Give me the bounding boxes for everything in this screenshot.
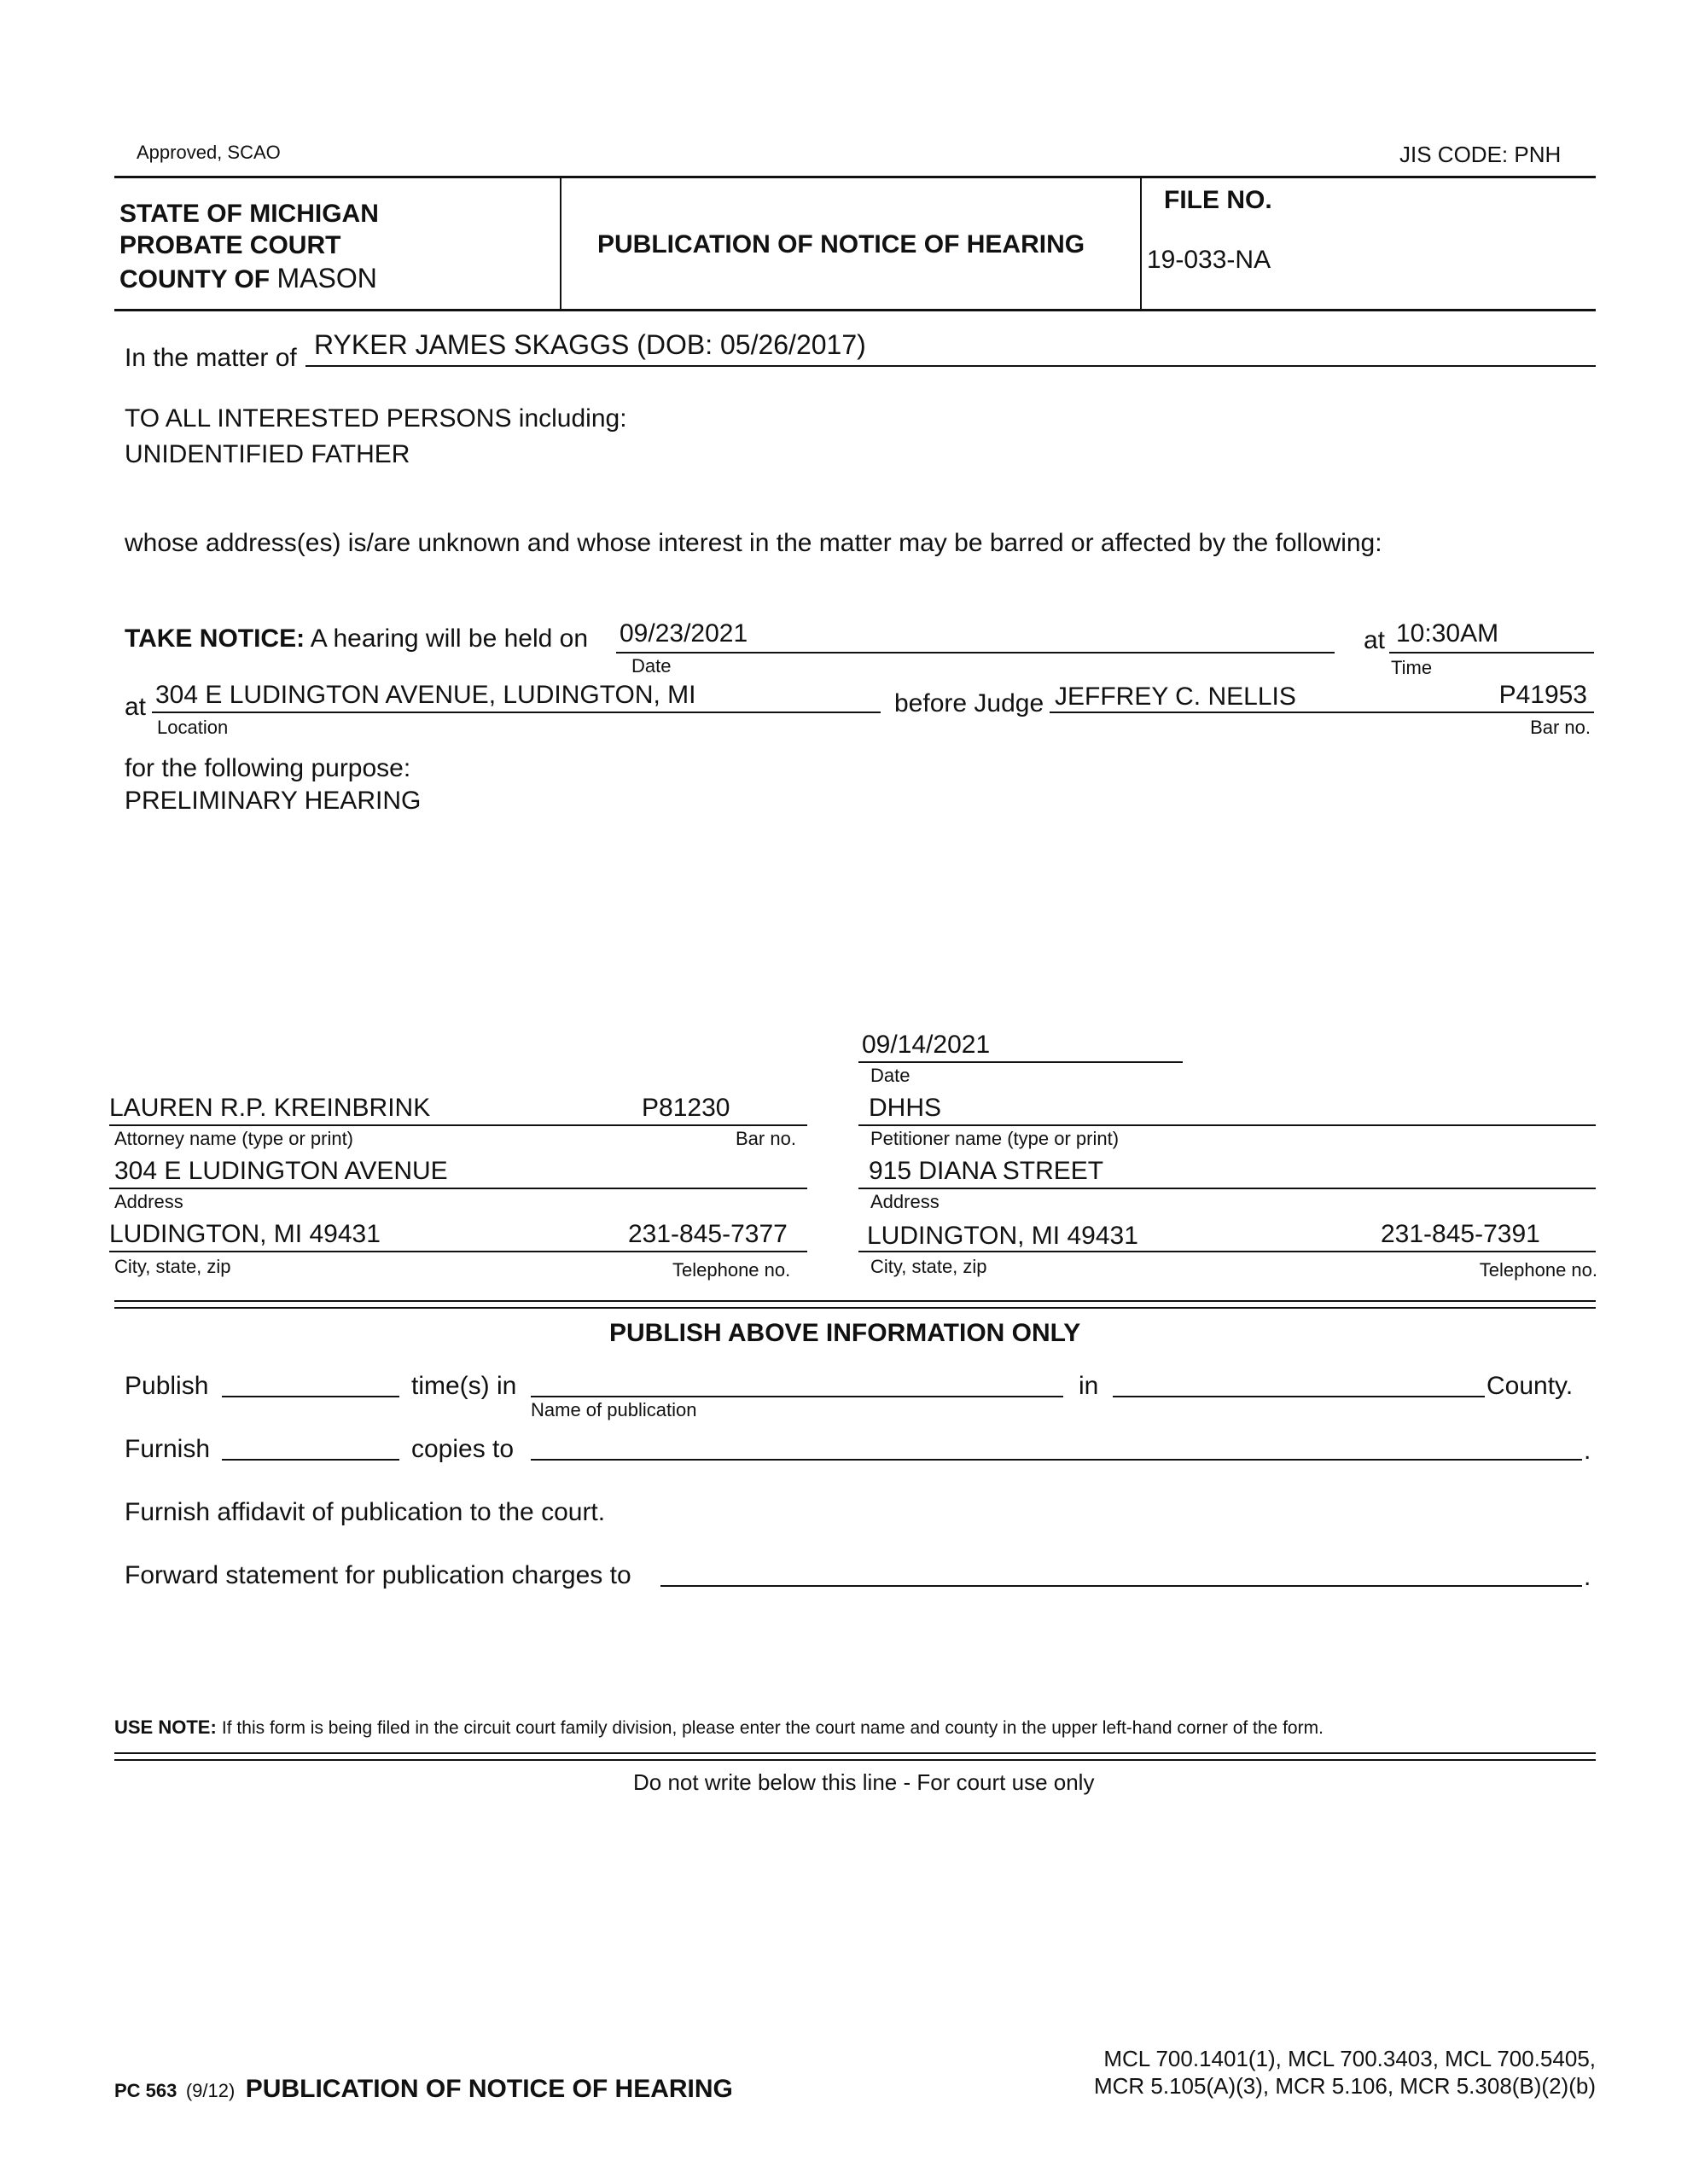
footer-form-id (114, 2075, 733, 2104)
footer-revision: (9/12) (185, 2080, 236, 2101)
publish-times-blank (222, 1396, 399, 1397)
publication-name-blank (531, 1396, 1063, 1397)
footer-citations-2: MCR 5.105(A)(3), MCR 5.106, MCR 5.308(B)(2)(b) (1093, 2073, 1596, 2099)
form-title: PUBLICATION OF NOTICE OF HEARING (597, 230, 1085, 258)
petitioner-name-underline (858, 1124, 1596, 1126)
purpose-value: PRELIMINARY HEARING (125, 787, 422, 815)
header-divider-right (1140, 176, 1142, 309)
at-time-label: at (1364, 626, 1386, 654)
copies-to-period: . (1584, 1437, 1591, 1465)
hearing-location-underline (152, 712, 881, 713)
at-location-label: at (125, 693, 147, 721)
attorney-name: LAUREN R.P. KREINBRINK (109, 1094, 431, 1122)
footer-citations-1: MCL 700.1401(1), MCL 700.3403, MCL 700.5405, (1103, 2046, 1596, 2071)
judge-name: JEFFREY C. NELLIS (1055, 682, 1296, 711)
petitioner-address-underline (858, 1188, 1596, 1189)
attorney-name-label: Attorney name (type or print) (114, 1128, 354, 1149)
attorney-city: LUDINGTON, MI 49431 (109, 1220, 381, 1248)
interested-persons: UNIDENTIFIED FATHER (125, 440, 410, 468)
forward-period: . (1584, 1563, 1591, 1591)
attorney-address: 304 E LUDINGTON AVENUE (114, 1157, 448, 1185)
attorney-name-underline (109, 1124, 807, 1126)
judge-bar-label: Bar no. (1530, 717, 1591, 738)
matter-underline (305, 365, 1596, 367)
file-no-value: 19-033-NA (1147, 246, 1271, 274)
petitioner-phone: 231-845-7391 (1381, 1220, 1540, 1248)
hearing-text: A hearing will be held on (310, 624, 589, 653)
attorney-address-underline (109, 1188, 807, 1189)
publish-label: Publish (125, 1372, 209, 1400)
take-notice-label: TAKE NOTICE: (125, 624, 305, 653)
petitioner-city: LUDINGTON, MI 49431 (867, 1222, 1138, 1250)
judge-underline (1050, 712, 1594, 713)
petitioner-city-label: City, state, zip (870, 1256, 987, 1277)
petitioner-phone-label: Telephone no. (1479, 1259, 1597, 1281)
purpose-label: for the following purpose: (125, 754, 411, 782)
court-county-line (119, 263, 377, 294)
publish-double-rule-top (114, 1300, 1596, 1302)
publish-county-blank (1113, 1396, 1485, 1397)
hearing-time-label: Time (1391, 657, 1433, 678)
copies-to-blank (531, 1459, 1582, 1461)
court-use-rule-top (114, 1752, 1596, 1754)
use-note-text: If this form is being filed in the circuit court family division, please enter the court name and county in the upper left-hand corner of the form. (221, 1718, 1324, 1738)
court-use-only: Do not write below this line - For court use only (633, 1769, 1095, 1795)
use-note-label: USE NOTE: (114, 1716, 217, 1738)
court-type: PROBATE COURT (119, 231, 341, 259)
publication-name-label: Name of publication (531, 1399, 697, 1420)
jis-code: JIS CODE: PNH (1399, 142, 1562, 167)
affidavit-text: Furnish affidavit of publication to the court. (125, 1498, 606, 1526)
times-in-label: time(s) in (411, 1372, 517, 1400)
whose-address-text: whose address(es) is/are unknown and whose interest in the matter may be barred or affected by the following: (125, 529, 1382, 557)
attorney-bar-label: Bar no. (736, 1128, 796, 1149)
signature-date-label: Date (870, 1065, 910, 1086)
publish-heading: PUBLISH ABOVE INFORMATION ONLY (609, 1319, 1081, 1347)
header-divider-left (560, 176, 561, 309)
court-state: STATE OF MICHIGAN (119, 200, 379, 228)
attorney-phone: 231-845-7377 (628, 1220, 788, 1248)
court-use-rule-bottom (114, 1759, 1596, 1761)
matter-label: In the matter of (125, 344, 297, 372)
attorney-city-label: City, state, zip (114, 1256, 231, 1277)
judge-bar-no: P41953 (1498, 681, 1587, 709)
attorney-city-underline (109, 1251, 807, 1252)
hearing-date-label: Date (631, 655, 672, 677)
furnish-copies-blank (222, 1459, 399, 1461)
petitioner-city-underline (858, 1251, 1596, 1252)
signature-date-underline (858, 1061, 1183, 1063)
county-of-label: COUNTY OF (119, 265, 271, 293)
forward-text: Forward statement for publication charges to (125, 1561, 631, 1589)
forward-blank (660, 1585, 1582, 1587)
hearing-date-underline (616, 652, 1335, 653)
hearing-time: 10:30AM (1396, 619, 1499, 648)
publish-double-rule-bottom (114, 1307, 1596, 1309)
use-note (114, 1716, 1324, 1739)
hearing-time-underline (1389, 652, 1594, 653)
approved-label: Approved, SCAO (137, 142, 281, 163)
attorney-phone-label: Telephone no. (672, 1259, 791, 1281)
petitioner-name-label: Petitioner name (type or print) (870, 1128, 1120, 1149)
in-county-label: in (1079, 1372, 1099, 1400)
matter-value: RYKER JAMES SKAGGS (DOB: 05/26/2017) (314, 329, 866, 360)
attorney-bar-no: P81230 (642, 1094, 730, 1122)
county-name: MASON (276, 263, 377, 293)
signature-date: 09/14/2021 (862, 1031, 991, 1059)
interested-heading: TO ALL INTERESTED PERSONS including: (125, 404, 627, 433)
hearing-location-label: Location (157, 717, 229, 738)
before-judge-label: before Judge (894, 689, 1044, 717)
header-top-rule (114, 176, 1596, 178)
footer-form-code: PC 563 (114, 2080, 177, 2101)
copies-to-label: copies to (411, 1435, 515, 1463)
take-notice-line (125, 624, 588, 653)
furnish-label: Furnish (125, 1435, 211, 1463)
attorney-address-label: Address (114, 1191, 183, 1212)
petitioner-address-label: Address (870, 1191, 940, 1212)
petitioner-address: 915 DIANA STREET (869, 1157, 1104, 1185)
file-no-label: FILE NO. (1164, 186, 1272, 214)
footer-title: PUBLICATION OF NOTICE OF HEARING (245, 2075, 733, 2103)
county-label: County. (1486, 1372, 1574, 1400)
hearing-date: 09/23/2021 (620, 619, 748, 648)
header-bottom-rule (114, 309, 1596, 311)
petitioner-name: DHHS (869, 1094, 942, 1122)
hearing-location: 304 E LUDINGTON AVENUE, LUDINGTON, MI (155, 681, 696, 709)
